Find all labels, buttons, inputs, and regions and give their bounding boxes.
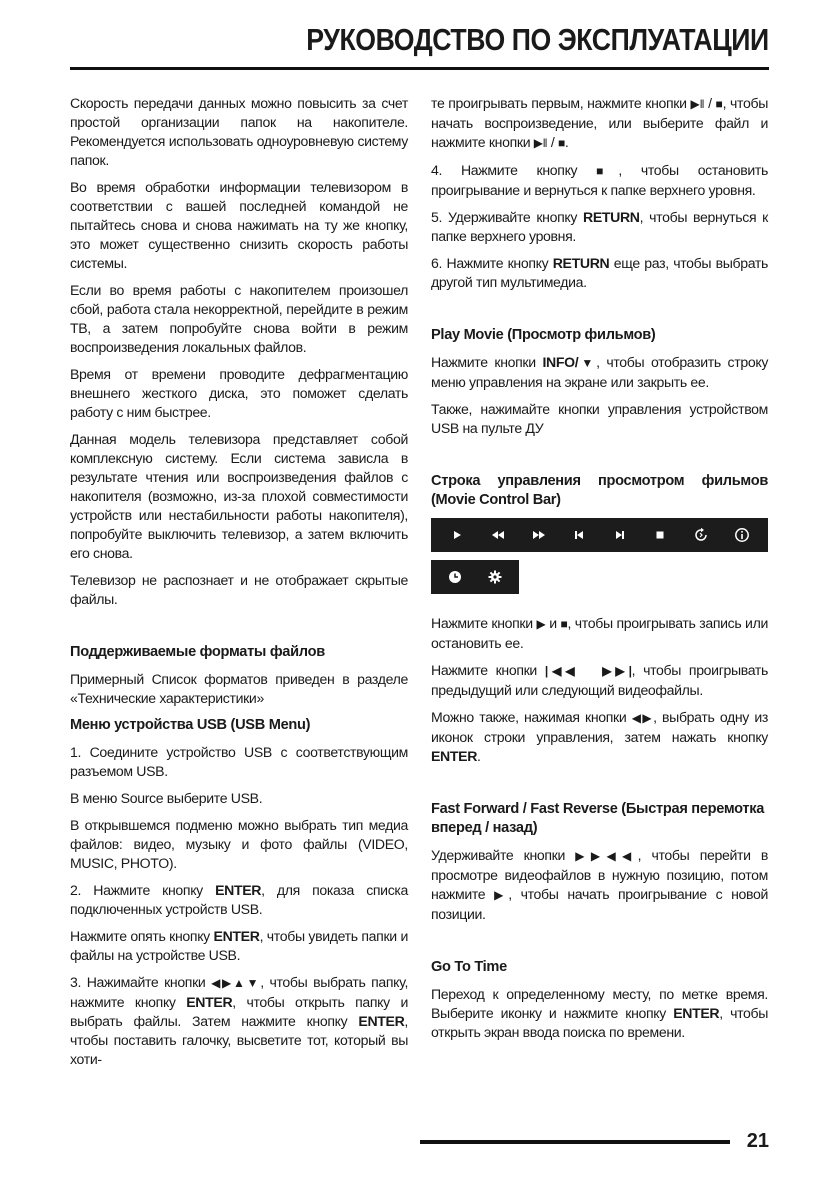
paragraph: Нажмите кнопки |◀◀ ▶▶|, чтобы проигрывать предыдущий или следующий видеофайлы.: [431, 662, 769, 698]
paragraph: Можно также, нажимая кнопки ◀▶, выбрать одну из иконок строки управления, затем нажать кнопку ENTER.: [431, 709, 769, 764]
paragraph: В меню Source выберите USB.: [70, 790, 263, 806]
right-column: [431, 94, 768, 1050]
repeat-icon[interactable]: [690, 524, 712, 546]
paragraph: Примерный Список форматов приведен в разделе «Технические характеристики»: [70, 671, 408, 706]
paragraph: Нажмите опять кнопку ENTER, чтобы увидеть папки и файлы на устройстве USB.: [70, 928, 408, 963]
paragraph: те проигрывать первым, нажмите кнопки ▶‖ / ■, чтобы начать воспроизведение, или выберите файл и нажмите кнопки ▶‖ / ■.: [431, 95, 768, 150]
enter-key: ENTER: [213, 928, 260, 944]
section-heading-usb-menu: Меню устройства USB (USB Menu): [70, 717, 311, 733]
paragraph: 6. Нажмите кнопку RETURN еще раз, чтобы выбрать другой тип мультимедиа.: [431, 255, 768, 290]
section-heading-control-bar: Строка управления просмотром фильмов (Movie Control Bar): [431, 473, 768, 508]
paragraph: Переход к определенному месту, по метке время. Выберите иконку и нажмите кнопку ENTER, чтобы открыть экран ввода поиска по времени.: [431, 986, 769, 1040]
left-right-arrows-icon: ◀▶: [631, 711, 654, 725]
info-icon[interactable]: [731, 524, 753, 546]
section-heading-go-to-time: Go To Time: [431, 959, 507, 975]
previous-icon: |◀◀: [544, 664, 579, 678]
paragraph: Если во время работы с накопителем произошел сбой, работа стала некорректной, перейдите в режим ТВ, а затем попробуйте снова войти в режим воспроизведения локальных файлов.: [70, 282, 408, 355]
paragraph: Время от времени проводите дефрагментацию внешнего жесткого диска, это поможет сделать работу с ним быстрее.: [70, 366, 408, 420]
play-icon[interactable]: [446, 524, 468, 546]
clock-icon[interactable]: [444, 566, 466, 588]
paragraph: Данная модель телевизора представляет собой комплексную систему. Если система зависла в результате чтения или воспроизведения файлов с накопителя (возможно, из-за плохой совместимости устройств или нестабильности работы накопителя), попробуйте выключить телевизор, а затем включить его снова.: [70, 431, 408, 561]
stop-icon: ■: [596, 164, 619, 178]
rewind-icon[interactable]: [487, 524, 509, 546]
title-divider: [70, 67, 769, 70]
enter-key: ENTER: [186, 994, 233, 1010]
paragraph: Нажмите кнопки ▶ и ■, чтобы проигрывать запись или остановить ее.: [431, 615, 768, 651]
next-icon[interactable]: [609, 524, 631, 546]
paragraph: Удерживайте кнопки ▶▶◀◀, чтобы перейти в просмотре видеофайлов в нужную позицию, потом нажмите ▶, чтобы начать проигрывание с новой позиции.: [431, 847, 769, 922]
arrow-keys-icon: ◀▶▲▼: [211, 976, 261, 990]
paragraph: Также, нажимайте кнопки управления устройством USB на пульте ДУ: [431, 401, 768, 436]
play-icon: ▶: [536, 617, 546, 631]
down-arrow-icon: ▼: [578, 356, 597, 370]
enter-key: ENTER: [358, 1013, 405, 1029]
section-heading-formats: Поддерживаемые форматы файлов: [70, 644, 325, 660]
paragraph: Нажмите кнопки INFO/▼, чтобы отобразить строку меню управления на экране или закрыть ее.: [431, 354, 769, 390]
paragraph: Телевизор не распознает и не отображает скрытые файлы.: [70, 572, 408, 607]
movie-control-bar: [431, 518, 768, 552]
enter-key: ENTER: [431, 748, 478, 764]
paragraph: 4. Нажмите кнопку ■, чтобы остановить проигрывание и вернуться к папке верхнего уровня.: [431, 162, 768, 198]
page-title: РУКОВОДСТВО ПО ЭКСПЛУАТАЦИИ: [306, 22, 769, 57]
play-pause-icon: ▶‖: [690, 97, 705, 111]
settings-icon[interactable]: [484, 566, 506, 588]
next-icon: ▶▶|: [602, 664, 632, 678]
footer-divider: [420, 1140, 730, 1144]
paragraph: 3. Нажимайте кнопки ◀▶▲▼, чтобы выбрать папку, нажмите кнопку ENTER, чтобы открыть папку и выбрать файлы. Затем нажмите кнопку ENTER, чтобы поставить галочку, высветите тот, который вы хоти-: [70, 974, 409, 1067]
paragraph: 1. Соедините устройство USB с соответствующим разъемом USB.: [70, 744, 408, 779]
movie-control-bar-row2: [431, 560, 519, 594]
info-key: INFO/: [542, 354, 579, 370]
stop-icon[interactable]: [649, 524, 671, 546]
return-key: RETURN: [583, 209, 640, 225]
section-heading-play-movie: Play Movie (Просмотр фильмов): [431, 327, 656, 343]
paragraph: 5. Удерживайте кнопку RETURN, чтобы вернуться к папке верхнего уровня.: [431, 209, 768, 244]
forward-reverse-icon: ▶▶◀◀: [575, 849, 638, 863]
enter-key: ENTER: [673, 1005, 720, 1021]
stop-icon: ■: [558, 136, 565, 150]
return-key: RETURN: [552, 255, 610, 271]
stop-icon: ■: [560, 617, 568, 631]
fast-forward-icon[interactable]: [528, 524, 550, 546]
left-column: [70, 94, 408, 1077]
enter-key: ENTER: [215, 882, 262, 898]
stop-icon: ■: [715, 97, 723, 111]
page-number: 21: [746, 1130, 769, 1152]
play-icon: ▶: [494, 888, 509, 902]
paragraph: 2. Нажмите кнопку ENTER, для показа списка подключенных устройств USB.: [70, 882, 409, 917]
paragraph: Скорость передачи данных можно повысить за счет простой организации папок на накопителе. Рекомендуется использовать одноуровневую систему папок.: [70, 95, 408, 168]
paragraph: В открывшемся подменю можно выбрать тип медиа файлов: видео, музыку и фото файлы (VIDEO, MUSIC, PHOTO).: [70, 817, 408, 871]
section-heading-fast-forward: Fast Forward / Fast Reverse (Быстрая перемотка вперед / назад): [431, 801, 765, 836]
play-pause-icon: ▶‖: [533, 136, 548, 150]
previous-icon[interactable]: [568, 524, 590, 546]
paragraph: Во время обработки информации телевизором в соответствии с вашей последней командой не пытайтесь снова и снова нажимать на ту же кнопку, это может существенно снизить скорость работы системы.: [70, 179, 408, 271]
